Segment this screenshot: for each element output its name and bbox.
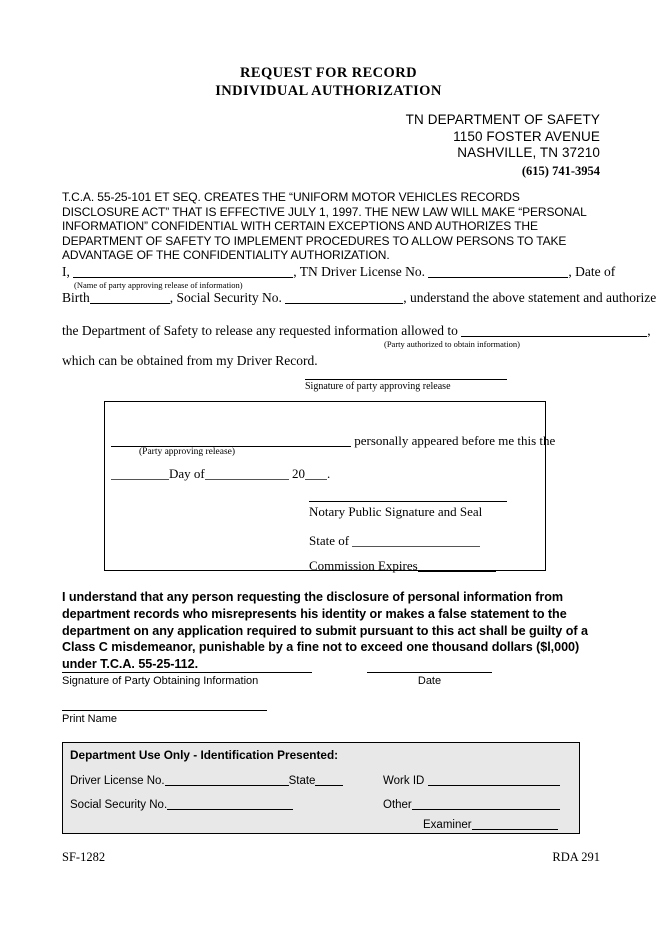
dl-label: , TN Driver License No. xyxy=(293,264,425,279)
birth-date-input-line[interactable] xyxy=(90,290,170,304)
party-obtaining-input-line[interactable] xyxy=(461,323,647,337)
notary-party-caption: (Party approving release) xyxy=(139,447,236,457)
department-other-row xyxy=(383,797,560,811)
department-examiner-input-line[interactable] xyxy=(472,817,558,830)
notary-date-row xyxy=(111,466,330,482)
driver-record-label: which can be obtained from my Driver Record. xyxy=(62,353,318,368)
release-trailing-comma: , xyxy=(647,323,651,338)
notary-section-box xyxy=(104,401,556,573)
title-line-1: REQUEST FOR RECORD xyxy=(240,65,417,81)
notary-commission-field xyxy=(309,558,496,574)
signature-obtaining-field xyxy=(62,672,312,687)
department-state-input-line[interactable] xyxy=(315,773,343,786)
notary-day-of-label: Day of xyxy=(169,466,205,481)
notary-month-input-line[interactable] xyxy=(205,466,289,480)
department-driver-license-input-line[interactable] xyxy=(165,773,289,786)
notary-year-prefix: 20 xyxy=(292,466,305,481)
agency-city-state-zip: NASHVILLE, TN 37210 xyxy=(457,145,600,160)
notary-signature-label: Notary Public Signature and Seal xyxy=(309,504,483,519)
ssn-input-line[interactable] xyxy=(285,290,403,304)
i-label: I, xyxy=(62,264,70,279)
notary-appeared-text: personally appeared before me this the xyxy=(354,433,556,448)
statute-paragraph: T.C.A. 55-25-101 ET SEQ. CREATES THE “UNIFORM MOTOR VEHICLES RECORDS DISCLOSURE ACT” THAT IS EFFECTIVE JULY 1, 1997. THE NEW LAW WILL MAKE “PERSONAL INFORMATION” CONFIDENTIAL WITH CERTAIN EXCEPTIONS AND AUTHORIZES THE DEPARTMENT OF SAFETY TO IMPLEMENT PROCEDURES TO ALLOW PERSONS TO TAKE ADVANTAGE OF THE CONFIDENTIALITY AUTHORIZATION. xyxy=(62,190,587,263)
department-ssn-row xyxy=(70,797,293,811)
notary-signature-field xyxy=(309,501,509,520)
department-other-input-line[interactable] xyxy=(412,797,560,810)
department-work-id-input-line[interactable] xyxy=(428,773,560,786)
print-name-field xyxy=(62,710,267,725)
signature-date-field xyxy=(367,672,492,687)
release-label: the Department of Safety to release any requested information allowed to xyxy=(62,323,458,338)
notary-state-input-line[interactable] xyxy=(352,533,480,547)
notary-year-input-line[interactable] xyxy=(305,466,327,480)
page-title xyxy=(0,64,657,100)
department-state-label: State xyxy=(288,775,316,787)
rda-number: RDA 291 xyxy=(552,850,600,864)
authorization-row-release xyxy=(62,323,651,353)
notary-party-input-line[interactable] xyxy=(111,433,351,447)
signature-approving-release xyxy=(305,379,507,392)
department-examiner-label: Examiner xyxy=(423,819,472,831)
notary-day-input-line[interactable] xyxy=(111,466,169,480)
name-field-caption: (Name of party approving release of information) xyxy=(74,280,243,290)
agency-name: TN DEPARTMENT OF SAFETY xyxy=(405,112,600,127)
authorization-body xyxy=(62,264,657,373)
signature-date-label: Date xyxy=(417,675,442,687)
notary-commission-label: Commission Expires xyxy=(309,558,418,573)
agency-phone: (615) 741-3954 xyxy=(521,163,600,178)
notary-commission-input-line[interactable] xyxy=(418,558,496,572)
driver-license-input-line[interactable] xyxy=(428,264,568,278)
notary-period: . xyxy=(327,466,331,481)
signature-approving-label: Signature of party approving release xyxy=(305,381,451,392)
department-use-title: Department Use Only - Identification Presented: xyxy=(70,748,339,762)
form-number: SF-1282 xyxy=(62,850,106,864)
misrepresentation-warning: I understand that any person requesting the disclosure of personal information from department records who misrepresents his identity or makes a false statement to the department on any application required to submit pursuant to this act shall be guilty of a Class C misdemeanor, punishable by a fine not to exceed one thousand dollars ($l,000) under T.C.A. 55-25-112. xyxy=(62,590,588,672)
agency-street: 1150 FOSTER AVENUE xyxy=(453,128,600,144)
department-work-id-label: Work ID xyxy=(383,775,425,787)
department-ssn-label: Social Security No. xyxy=(70,799,168,811)
title-line-2: INDIVIDUAL AUTHORIZATION xyxy=(215,83,442,99)
party-authorized-caption: (Party authorized to obtain information) xyxy=(384,339,520,349)
ssn-label: , Social Security No. xyxy=(169,290,282,305)
department-other-label: Other xyxy=(383,799,412,811)
department-examiner-row xyxy=(423,817,558,831)
department-work-id-row xyxy=(383,773,560,787)
name-input-line[interactable] xyxy=(73,264,293,278)
department-ssn-input-line[interactable] xyxy=(167,797,293,810)
notary-state-label: State of xyxy=(309,533,350,548)
date-of-label: , Date of xyxy=(568,264,616,279)
print-name-label: Print Name xyxy=(62,713,118,725)
understand-label: , understand the above statement and authorize xyxy=(403,290,657,305)
agency-address-block xyxy=(406,112,600,180)
notary-state-field xyxy=(309,533,480,549)
authorization-row-record xyxy=(62,353,597,373)
department-driver-license-label: Driver License No. xyxy=(70,775,165,787)
signature-obtaining-label: Signature of Party Obtaining Information xyxy=(62,675,259,687)
birth-label: Birth xyxy=(62,290,90,305)
authorization-row-birth xyxy=(62,290,657,323)
authorization-row-name xyxy=(62,264,616,290)
department-use-box xyxy=(62,742,580,834)
department-driver-license-row xyxy=(70,773,343,787)
